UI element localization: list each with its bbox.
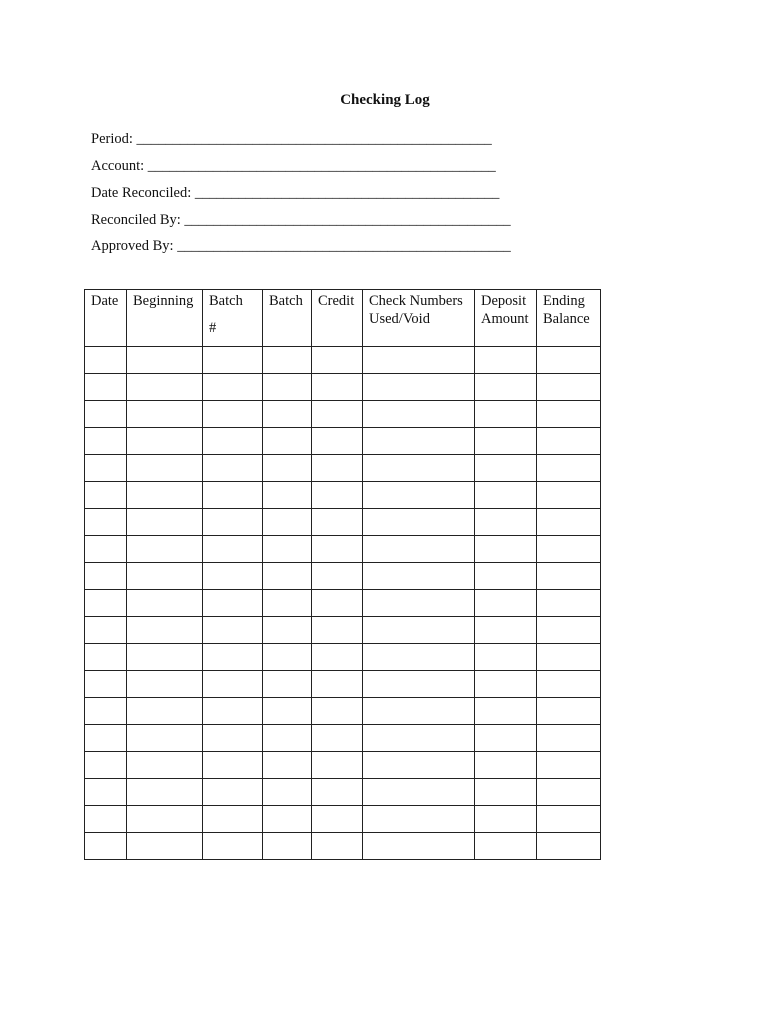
- cell-deposit-amount[interactable]: [475, 482, 537, 509]
- cell-batch[interactable]: [263, 671, 312, 698]
- cell-batch[interactable]: [263, 401, 312, 428]
- checking-log-table: [84, 289, 601, 860]
- cell-check-numbers[interactable]: [363, 617, 475, 644]
- cell-credit[interactable]: [312, 779, 363, 806]
- header-batch-hash: #: [209, 320, 217, 336]
- cell-batch-number[interactable]: [203, 347, 263, 374]
- cell-check-numbers[interactable]: [363, 509, 475, 536]
- cell-ending-balance[interactable]: [537, 752, 601, 779]
- cell-batch-number[interactable]: [203, 671, 263, 698]
- cell-deposit-amount[interactable]: [475, 617, 537, 644]
- cell-check-numbers[interactable]: [363, 455, 475, 482]
- period-field[interactable]: [91, 130, 492, 148]
- cell-batch-number[interactable]: [203, 833, 263, 860]
- cell-ending-balance[interactable]: [537, 482, 601, 509]
- cell-check-numbers[interactable]: [363, 563, 475, 590]
- cell-beginning[interactable]: [127, 725, 203, 752]
- cell-batch[interactable]: [263, 374, 312, 401]
- cell-ending-balance[interactable]: [537, 617, 601, 644]
- cell-credit[interactable]: [312, 617, 363, 644]
- cell-check-numbers[interactable]: [363, 374, 475, 401]
- approved-by-line[interactable]: ______________________________________________: [177, 238, 511, 254]
- cell-batch[interactable]: [263, 347, 312, 374]
- table-header-row: [85, 290, 601, 347]
- table-body: [85, 347, 601, 860]
- cell-ending-balance[interactable]: [537, 563, 601, 590]
- header-check-numbers: Check Numbers Used/Void: [363, 290, 475, 347]
- cell-ending-balance[interactable]: [537, 347, 601, 374]
- cell-batch-number[interactable]: [203, 617, 263, 644]
- table-row: [85, 536, 601, 563]
- table-row: [85, 671, 601, 698]
- cell-batch[interactable]: [263, 752, 312, 779]
- cell-deposit-amount[interactable]: [475, 401, 537, 428]
- cell-deposit-amount[interactable]: [475, 698, 537, 725]
- cell-date[interactable]: [85, 806, 127, 833]
- cell-batch-number[interactable]: [203, 806, 263, 833]
- account-field[interactable]: [91, 157, 496, 175]
- cell-beginning[interactable]: [127, 617, 203, 644]
- table-row: [85, 644, 601, 671]
- cell-batch[interactable]: [263, 725, 312, 752]
- cell-batch[interactable]: [263, 779, 312, 806]
- table-row: [85, 401, 601, 428]
- cell-batch-number[interactable]: [203, 590, 263, 617]
- table-row: [85, 482, 601, 509]
- table-row: [85, 752, 601, 779]
- cell-credit[interactable]: [312, 725, 363, 752]
- cell-batch[interactable]: [263, 698, 312, 725]
- cell-date[interactable]: [85, 536, 127, 563]
- cell-batch-number[interactable]: [203, 428, 263, 455]
- cell-deposit-amount[interactable]: [475, 671, 537, 698]
- table-row: [85, 374, 601, 401]
- header-credit: Credit: [312, 290, 363, 347]
- cell-check-numbers[interactable]: [363, 536, 475, 563]
- cell-credit[interactable]: [312, 482, 363, 509]
- cell-date[interactable]: [85, 428, 127, 455]
- table-row: [85, 563, 601, 590]
- cell-check-numbers[interactable]: [363, 779, 475, 806]
- cell-batch[interactable]: [263, 617, 312, 644]
- account-label: Account:: [91, 158, 145, 174]
- cell-check-numbers[interactable]: [363, 401, 475, 428]
- cell-deposit-amount[interactable]: [475, 590, 537, 617]
- cell-batch-number[interactable]: [203, 509, 263, 536]
- table-row: [85, 806, 601, 833]
- cell-batch[interactable]: [263, 644, 312, 671]
- table-row: [85, 725, 601, 752]
- cell-deposit-amount[interactable]: [475, 563, 537, 590]
- header-ending-balance: Ending Balance: [537, 290, 601, 347]
- cell-check-numbers[interactable]: [363, 725, 475, 752]
- cell-deposit-amount[interactable]: [475, 536, 537, 563]
- cell-credit[interactable]: [312, 347, 363, 374]
- cell-credit[interactable]: [312, 698, 363, 725]
- cell-batch-number[interactable]: [203, 725, 263, 752]
- cell-batch[interactable]: [263, 536, 312, 563]
- cell-ending-balance[interactable]: [537, 644, 601, 671]
- cell-batch-number[interactable]: [203, 536, 263, 563]
- cell-batch[interactable]: [263, 833, 312, 860]
- cell-batch-number[interactable]: [203, 752, 263, 779]
- date-reconciled-label: Date Reconciled:: [91, 185, 192, 201]
- cell-date[interactable]: [85, 374, 127, 401]
- cell-check-numbers[interactable]: [363, 347, 475, 374]
- cell-date[interactable]: [85, 347, 127, 374]
- cell-deposit-amount[interactable]: [475, 806, 537, 833]
- cell-batch[interactable]: [263, 563, 312, 590]
- cell-credit[interactable]: [312, 806, 363, 833]
- cell-ending-balance[interactable]: [537, 671, 601, 698]
- cell-beginning[interactable]: [127, 806, 203, 833]
- cell-beginning[interactable]: [127, 698, 203, 725]
- cell-date[interactable]: [85, 401, 127, 428]
- cell-batch-number[interactable]: [203, 698, 263, 725]
- cell-ending-balance[interactable]: [537, 374, 601, 401]
- cell-credit[interactable]: [312, 563, 363, 590]
- reconciled-by-label: Reconciled By:: [91, 212, 181, 228]
- table-row: [85, 509, 601, 536]
- table-row: [85, 590, 601, 617]
- cell-credit[interactable]: [312, 536, 363, 563]
- cell-batch-number[interactable]: [203, 401, 263, 428]
- cell-ending-balance[interactable]: [537, 455, 601, 482]
- table-row: [85, 455, 601, 482]
- cell-ending-balance[interactable]: [537, 779, 601, 806]
- cell-batch[interactable]: [263, 806, 312, 833]
- cell-check-numbers[interactable]: [363, 671, 475, 698]
- cell-beginning[interactable]: [127, 644, 203, 671]
- cell-check-numbers[interactable]: [363, 644, 475, 671]
- cell-batch-number[interactable]: [203, 455, 263, 482]
- header-batch-number-label: Batch: [209, 293, 243, 309]
- cell-beginning[interactable]: [127, 401, 203, 428]
- cell-deposit-amount[interactable]: [475, 833, 537, 860]
- cell-date[interactable]: [85, 509, 127, 536]
- reconciled-by-line[interactable]: _____________________________________________: [184, 212, 511, 228]
- cell-ending-balance[interactable]: [537, 590, 601, 617]
- cell-credit[interactable]: [312, 671, 363, 698]
- cell-deposit-amount[interactable]: [475, 428, 537, 455]
- page-title: Checking Log: [340, 92, 430, 108]
- cell-date[interactable]: [85, 563, 127, 590]
- cell-deposit-amount[interactable]: [475, 752, 537, 779]
- cell-deposit-amount[interactable]: [475, 455, 537, 482]
- cell-ending-balance[interactable]: [537, 698, 601, 725]
- approved-by-label: Approved By:: [91, 238, 174, 254]
- cell-date[interactable]: [85, 482, 127, 509]
- cell-credit[interactable]: [312, 374, 363, 401]
- period-label: Period:: [91, 131, 133, 147]
- cell-beginning[interactable]: [127, 428, 203, 455]
- cell-batch[interactable]: [263, 482, 312, 509]
- table-row: [85, 833, 601, 860]
- cell-ending-balance[interactable]: [537, 428, 601, 455]
- cell-date[interactable]: [85, 644, 127, 671]
- cell-date[interactable]: [85, 455, 127, 482]
- table-row: [85, 617, 601, 644]
- cell-credit[interactable]: [312, 455, 363, 482]
- cell-ending-balance[interactable]: [537, 833, 601, 860]
- cell-deposit-amount[interactable]: [475, 374, 537, 401]
- cell-ending-balance[interactable]: [537, 401, 601, 428]
- cell-check-numbers[interactable]: [363, 752, 475, 779]
- cell-deposit-amount[interactable]: [475, 644, 537, 671]
- cell-date[interactable]: [85, 833, 127, 860]
- table-row: [85, 347, 601, 374]
- cell-beginning[interactable]: [127, 536, 203, 563]
- cell-ending-balance[interactable]: [537, 725, 601, 752]
- cell-beginning[interactable]: [127, 374, 203, 401]
- date-reconciled-line[interactable]: __________________________________________: [194, 185, 500, 201]
- table-row: [85, 428, 601, 455]
- cell-beginning[interactable]: [127, 833, 203, 860]
- cell-check-numbers[interactable]: [363, 428, 475, 455]
- cell-batch[interactable]: [263, 455, 312, 482]
- cell-batch[interactable]: [263, 590, 312, 617]
- table-row: [85, 779, 601, 806]
- cell-ending-balance[interactable]: [537, 536, 601, 563]
- header-date: Date: [85, 290, 127, 347]
- cell-date[interactable]: [85, 590, 127, 617]
- cell-ending-balance[interactable]: [537, 806, 601, 833]
- period-line[interactable]: _________________________________________________: [136, 131, 492, 147]
- cell-beginning[interactable]: [127, 347, 203, 374]
- cell-batch-number[interactable]: [203, 779, 263, 806]
- cell-deposit-amount[interactable]: [475, 725, 537, 752]
- reconciled-by-field[interactable]: [91, 211, 511, 229]
- cell-credit[interactable]: [312, 833, 363, 860]
- header-beginning: Beginning: [127, 290, 203, 347]
- table-row: [85, 698, 601, 725]
- cell-check-numbers[interactable]: [363, 806, 475, 833]
- cell-check-numbers[interactable]: [363, 590, 475, 617]
- cell-beginning[interactable]: [127, 482, 203, 509]
- header-batch: Batch: [263, 290, 312, 347]
- cell-date[interactable]: [85, 779, 127, 806]
- cell-credit[interactable]: [312, 428, 363, 455]
- cell-beginning[interactable]: [127, 590, 203, 617]
- cell-beginning[interactable]: [127, 779, 203, 806]
- cell-batch-number[interactable]: [203, 374, 263, 401]
- cell-credit[interactable]: [312, 509, 363, 536]
- cell-check-numbers[interactable]: [363, 698, 475, 725]
- cell-batch[interactable]: [263, 509, 312, 536]
- cell-date[interactable]: [85, 671, 127, 698]
- account-line[interactable]: ________________________________________________: [147, 158, 496, 174]
- header-batch-number: [203, 290, 263, 347]
- cell-date[interactable]: [85, 752, 127, 779]
- cell-date[interactable]: [85, 617, 127, 644]
- cell-credit[interactable]: [312, 644, 363, 671]
- cell-beginning[interactable]: [127, 752, 203, 779]
- cell-batch[interactable]: [263, 428, 312, 455]
- cell-check-numbers[interactable]: [363, 833, 475, 860]
- approved-by-field[interactable]: [91, 237, 511, 255]
- cell-credit[interactable]: [312, 590, 363, 617]
- cell-date[interactable]: [85, 725, 127, 752]
- cell-deposit-amount[interactable]: [475, 509, 537, 536]
- cell-deposit-amount[interactable]: [475, 779, 537, 806]
- cell-batch-number[interactable]: [203, 482, 263, 509]
- cell-ending-balance[interactable]: [537, 509, 601, 536]
- cell-batch-number[interactable]: [203, 644, 263, 671]
- cell-credit[interactable]: [312, 752, 363, 779]
- cell-check-numbers[interactable]: [363, 482, 475, 509]
- cell-beginning[interactable]: [127, 509, 203, 536]
- cell-deposit-amount[interactable]: [475, 347, 537, 374]
- cell-beginning[interactable]: [127, 671, 203, 698]
- cell-beginning[interactable]: [127, 455, 203, 482]
- cell-batch-number[interactable]: [203, 563, 263, 590]
- cell-beginning[interactable]: [127, 563, 203, 590]
- cell-date[interactable]: [85, 698, 127, 725]
- cell-credit[interactable]: [312, 401, 363, 428]
- date-reconciled-field[interactable]: [91, 184, 499, 202]
- header-deposit-amount: Deposit Amount: [475, 290, 537, 347]
